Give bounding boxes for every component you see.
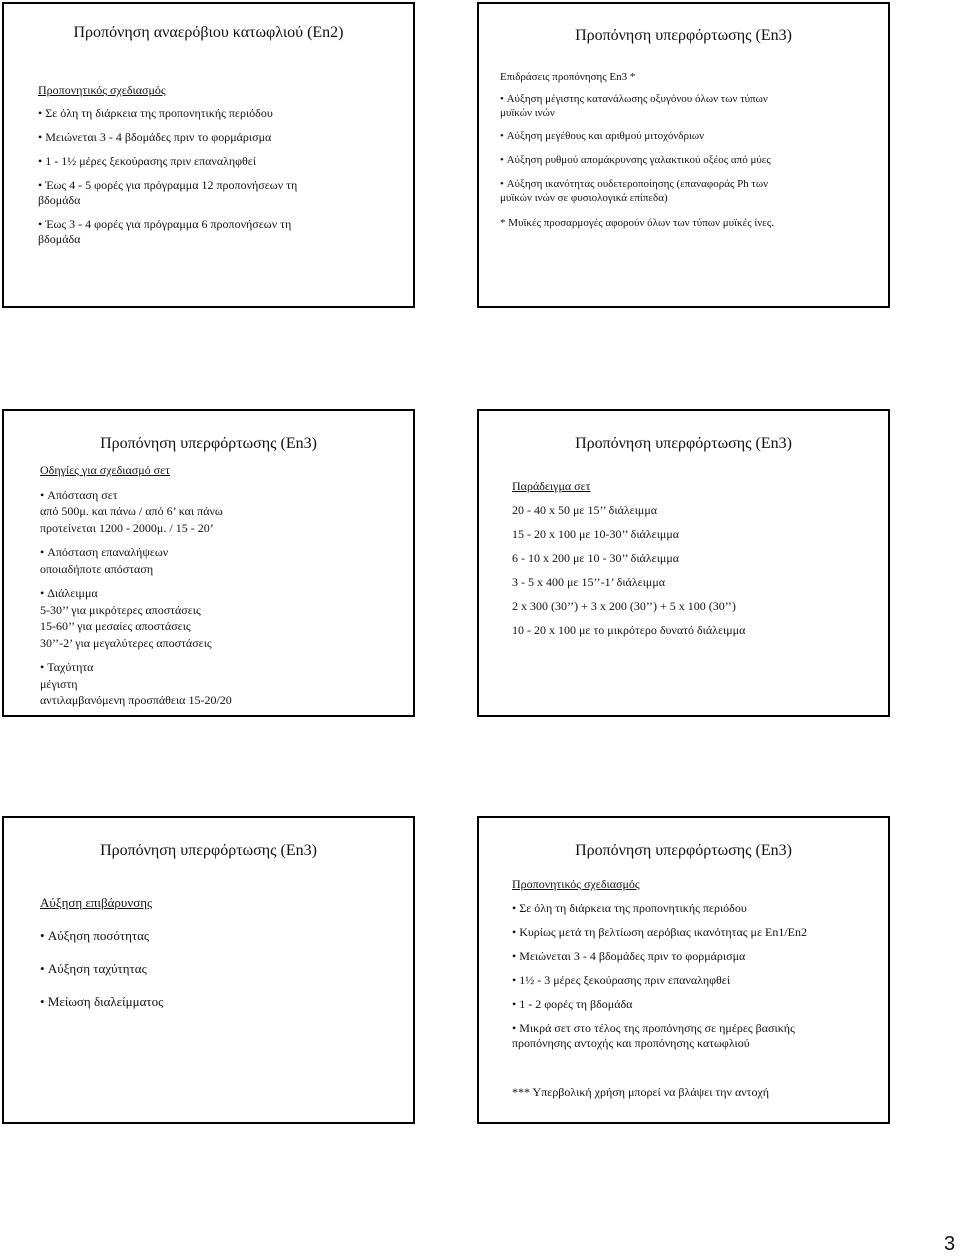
slide-1-heading: Προπονητικός σχεδιασμός <box>38 83 166 97</box>
slide-2-item-2: • Αύξηση μεγέθους και αριθμού μιτοχόνδριων <box>500 129 885 143</box>
slide-1-title: Προπόνηση αναερόβιου κατωφλιού (En2) <box>73 24 344 41</box>
slide-3-group-3-line-3: 30’’-2’ για μεγαλύτερες αποστάσεις <box>40 635 212 650</box>
slide-1-item-4-line-1: • Έως 4 - 5 φορές για πρόγραμμα 12 προπονήσεων τη <box>38 178 408 193</box>
slide-4-line-5: 2 x 300 (30’’) + 3 x 200 (30’’) + 5 x 100 (30’’) <box>512 599 736 613</box>
slide-3-group-1-line-1: από 500μ. και πάνω / από 6’ και πάνω <box>40 504 223 518</box>
slide-3-group-2-head: • Απόσταση επαναλήψεων <box>40 544 410 561</box>
slide-3-group-3 <box>40 585 410 651</box>
slide-1-body <box>38 83 408 247</box>
slide-2-note: * Μυϊκές προσαρμογές αφορούν όλων των τύπων μυϊκές ίνες. <box>500 217 774 229</box>
slide-1-item-5-line-2: βδομάδα <box>38 232 81 246</box>
slide-2-body <box>500 70 885 230</box>
slide-1-item-4-line-2: βδομάδα <box>38 193 81 207</box>
slide-3-heading: Οδηγίες για σχεδιασμό σετ <box>40 463 170 477</box>
slide-1-item-5-line-1: • Έως 3 - 4 φορές για πρόγραμμα 6 προπονήσεων τη <box>38 217 408 232</box>
slide-4-line-6: 10 - 20 x 100 με το μικρότερο δυνατό διάλειμμα <box>512 623 746 637</box>
slide-6-item-4: • 1½ - 3 μέρες ξεκούρασης πριν επαναληφθεί <box>512 973 884 988</box>
slide-2 <box>477 2 890 308</box>
slide-5-item-2: • Αύξηση ταχύτητας <box>40 961 410 977</box>
slide-6-item-1: • Σε όλη τη διάρκεια της προπονητικής περιόδου <box>512 901 884 916</box>
slide-6-item-5: • 1 - 2 φορές τη βδομάδα <box>512 997 884 1012</box>
slide-2-item-4-line-1: • Αύξηση ικανότητας ουδετεροποίησης (επαναφοράς Ph των <box>500 177 885 191</box>
slide-2-title: Προπόνηση υπερφόρτωσης (En3) <box>575 27 792 44</box>
slide-4-heading: Παράδειγμα σετ <box>512 479 591 493</box>
slide-3-group-1-head: • Απόσταση σετ <box>40 487 410 504</box>
slide-4-body <box>512 479 882 638</box>
slide-6-item-2: • Κυρίως μετά τη βελτίωση αερόβιας ικανότητας με En1/En2 <box>512 925 884 940</box>
slide-2-item-1-line-2: μυϊκών ινών <box>500 107 555 119</box>
slide-6-item-3: • Μειώνεται 3 - 4 βδομάδες πριν το φορμάρισμα <box>512 949 884 964</box>
slide-4-line-4: 3 - 5 x 400 με 15’’-1’ διάλειμμα <box>512 575 666 589</box>
slide-3-group-1 <box>40 487 410 537</box>
slide-3-group-3-line-1: 5-30’’ για μικρότερες αποστάσεις <box>40 602 201 617</box>
slide-6-note: *** Υπερβολική χρήση μπορεί να βλάψει την αντοχή <box>512 1085 770 1099</box>
slide-3-group-3-line-2: 15-60’’ για μεσαίες αποστάσεις <box>40 619 191 633</box>
slide-4-title: Προπόνηση υπερφόρτωσης (En3) <box>575 435 792 452</box>
slide-5-item-1: • Αύξηση ποσότητας <box>40 928 410 944</box>
slide-2-item-1-line-1: • Αύξηση μέγιστης κατανάλωσης οξυγόνου όλων των τύπων <box>500 92 885 106</box>
slide-6-item-6-line-2: προπόνησης αντοχής και προπόνησης κατωφλιού <box>512 1036 750 1050</box>
slide-1-item-4 <box>38 178 408 208</box>
slide-3-group-4-line-2: αντιλαμβανόμενη προσπάθεια 15-20/20 <box>40 693 232 707</box>
slide-3-body <box>40 462 410 709</box>
slide-3-group-3-head: • Διάλειμμα <box>40 585 410 602</box>
slide-4 <box>477 409 890 717</box>
slide-1-item-3: • 1 - 1½ μέρες ξεκούρασης πριν επαναληφθεί <box>38 154 408 169</box>
slide-3-group-4 <box>40 659 410 709</box>
slide-3-group-4-head: • Ταχύτητα <box>40 659 410 676</box>
slide-6-item-6-line-1: • Μικρά σετ στο τέλος της προπόνησης σε ημέρες βασικής <box>512 1021 884 1036</box>
slide-5-item-3: • Μείωση διαλείμματος <box>40 994 410 1010</box>
slide-5-title: Προπόνηση υπερφόρτωσης (En3) <box>100 842 317 859</box>
slide-6-title: Προπόνηση υπερφόρτωσης (En3) <box>575 842 792 859</box>
slide-1-item-2: • Μειώνεται 3 - 4 βδομάδες πριν το φορμάρισμα <box>38 130 408 145</box>
slide-1-item-1: • Σε όλη τη διάρκεια της προπονητικής περιόδου <box>38 106 408 121</box>
slide-3-group-2-line-1: οποιαδήποτε απόσταση <box>40 561 154 576</box>
slide-5-body <box>40 895 410 1010</box>
slide-6-body <box>512 877 884 1100</box>
slide-3-title: Προπόνηση υπερφόρτωσης (En3) <box>100 435 317 452</box>
slide-1-item-5 <box>38 217 408 247</box>
slide-5 <box>2 816 415 1124</box>
slide-3-group-2 <box>40 544 410 577</box>
slide-5-heading: Αύξηση επιβάρυνσης <box>40 895 153 910</box>
slide-4-line-2: 15 - 20 x 100 με 10-30’’ διάλειμμα <box>512 527 680 541</box>
slide-2-item-4-line-2: μυϊκών ινών σε φυσιολογικά επίπεδα) <box>500 192 668 204</box>
slide-1 <box>2 2 415 308</box>
slide-3-group-4-line-1: μέγιστη <box>40 676 78 691</box>
slide-4-line-1: 20 - 40 x 50 με 15’’ διάλειμμα <box>512 503 658 517</box>
slide-2-item-4 <box>500 177 885 205</box>
page-number: 3 <box>944 1233 956 1255</box>
slide-6-heading: Προπονητικός σχεδιασμός <box>512 877 640 891</box>
slide-2-item-3: • Αύξηση ρυθμού απομάκρυνσης γαλακτικού οξέος από μύες <box>500 153 885 167</box>
slide-3-group-1-line-2: προτείνεται 1200 - 2000μ. / 15 - 20’ <box>40 520 214 535</box>
slide-2-heading: Επιδράσεις προπόνησης En3 * <box>500 71 636 83</box>
slide-2-item-1 <box>500 92 885 120</box>
slide-6-item-6 <box>512 1021 884 1051</box>
slide-3 <box>2 409 415 717</box>
slide-4-line-3: 6 - 10 x 200 με 10 - 30’’ διάλειμμα <box>512 551 680 565</box>
slide-6 <box>477 816 890 1124</box>
